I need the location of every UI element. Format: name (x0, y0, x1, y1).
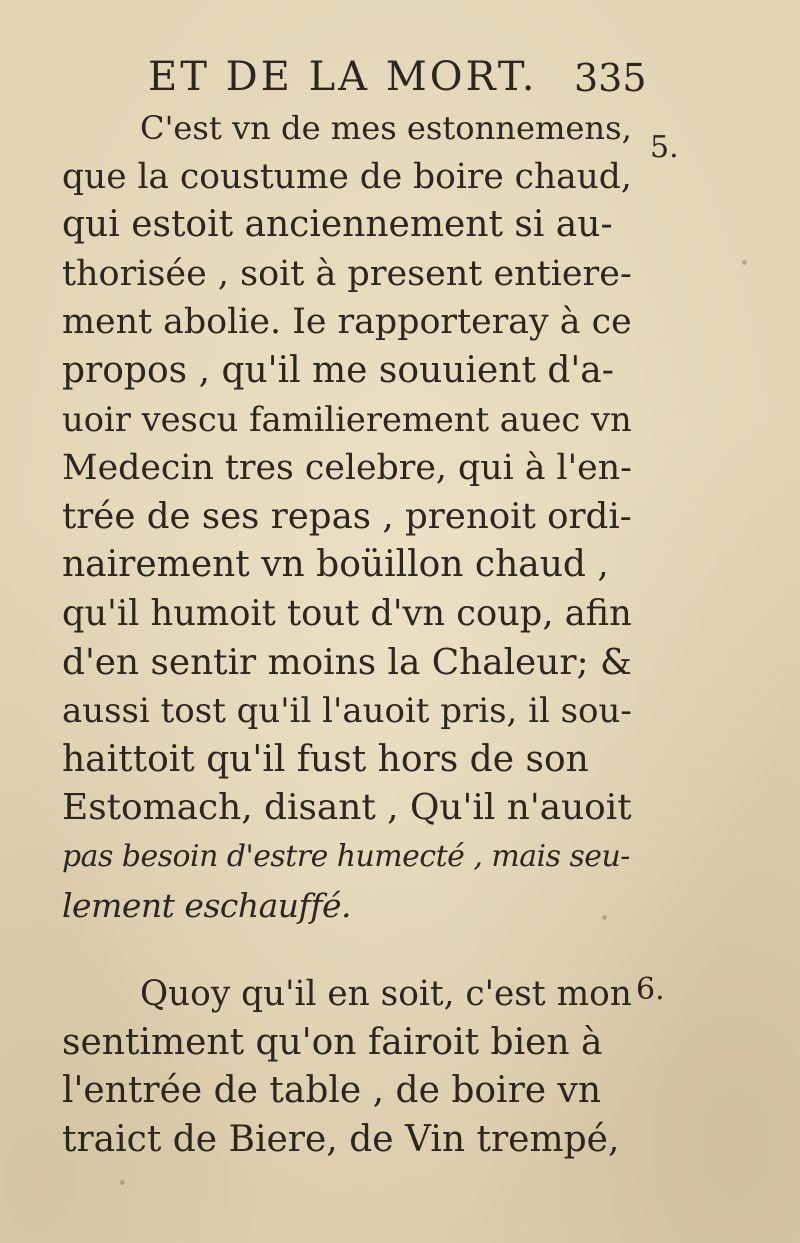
text-line: ment abolie. Ie rapporteray à ce (62, 302, 632, 343)
marginal-number-5: 5. (650, 130, 679, 165)
text-line: qui estoit anciennement si au- (62, 204, 613, 246)
text-line: Quoy qu'il en soit, c'est mon (140, 974, 632, 1015)
paper-speck (742, 260, 747, 265)
paragraph-5 (62, 104, 632, 930)
running-head-title: ET DE LA MORT. (148, 54, 538, 100)
page-number: 335 (574, 56, 647, 100)
text-line: uoir vescu familierement auec vn (62, 399, 632, 439)
text-block (62, 104, 632, 1164)
marginal-number-6: 6. (636, 972, 665, 1007)
text-line: sentiment qu'on fairoit bien à (62, 1021, 603, 1063)
text-line: trée de ses repas , prenoit ordi- (62, 495, 632, 537)
text-line: qu'il humoit tout d'vn coup, afin (62, 592, 632, 634)
italic-quote-line: lement eschauffé. (62, 885, 351, 925)
text-line: Estomach, disant , Qu'il n'auoit (62, 787, 632, 829)
text-line: aussi tost qu'il l'auoit pris, il sou- (62, 691, 632, 732)
text-line: traict de Biere, de Vin trempé, (62, 1118, 620, 1160)
text-line: Medecin tres celebre, qui à l'en- (62, 448, 632, 489)
italic-quote-line: pas besoin d'estre humecté , mais seu- (62, 838, 630, 874)
text-line: que la coustume de boire chaud, (62, 156, 632, 197)
paper-speck (120, 1180, 125, 1185)
text-line: thorisée , soit à present entiere- (62, 253, 632, 294)
text-line: haittoit qu'il fust hors de son (62, 738, 589, 780)
text-line: d'en sentir moins la Chaleur; & (62, 641, 632, 683)
text-line: propos , qu'il me souuient d'a- (62, 349, 614, 391)
text-line: C'est vn de mes estonnemens, (140, 109, 632, 147)
paper-speck (602, 915, 607, 920)
paragraph-6 (62, 970, 632, 1164)
text-line: l'entrée de table , de boire vn (62, 1070, 602, 1112)
paragraph-gap (62, 930, 632, 970)
text-line: nairement vn boüillon chaud , (62, 544, 609, 586)
